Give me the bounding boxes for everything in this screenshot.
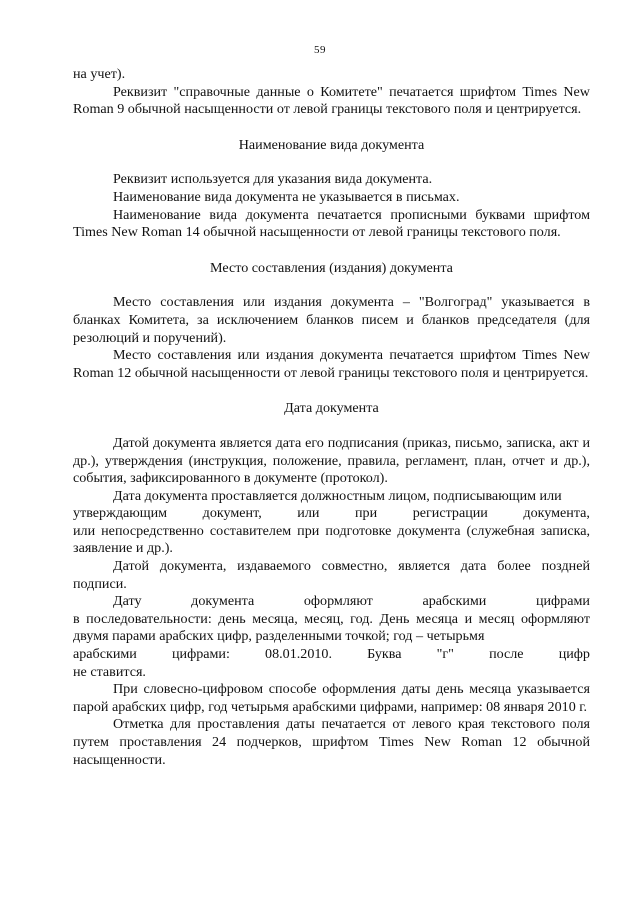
paragraph-date-signer-rest: или непосредственно составителем при подготовке документа (служебная записка, заявление и др.).	[73, 522, 590, 557]
word: документа	[191, 593, 255, 610]
paragraph-date-joint: Датой документа, издаваемого совместно, является дата более поздней подписи.	[73, 558, 590, 592]
paragraph-document-type-usage: Реквизит используется для указания вида документа.	[113, 171, 433, 188]
section-heading-date: Дата документа	[284, 400, 379, 417]
word: или	[297, 505, 320, 522]
word: Буква	[367, 646, 402, 663]
section-heading-place: Место составления (издания) документа	[210, 259, 453, 276]
word: цифрами	[535, 593, 590, 610]
paragraph-date-format-line1	[73, 593, 590, 611]
word: документ,	[202, 505, 262, 522]
paragraph-date-signer-line2	[73, 505, 590, 523]
paragraph-document-type-letters: Наименование вида документа не указывается в письмах.	[113, 188, 460, 205]
paragraph-date-mark: Отметка для проставления даты печатается от левого края текстового поля путем проставления 24 подчерков, шрифтом Times New Roman 12 обычной насыщенности.	[73, 716, 590, 768]
paragraph-date-definition: Датой документа является дата его подписания (приказ, письмо, записка, акт и др.), утверждения (инструкция, положение, правила, регламент, план, отчет и др.), события, зафиксированного в документе (протокол).	[73, 434, 590, 487]
document-body	[73, 66, 590, 769]
word: 08.01.2010.	[265, 646, 332, 663]
paragraph-continuation: на учет).	[73, 66, 126, 82]
paragraph-document-type-font: Наименование вида документа печатается прописными буквами шрифтом Times New Roman 14 обычной насыщенности от левой границы текстового поля.	[73, 206, 590, 241]
word: арабскими	[422, 593, 487, 610]
paragraph-date-signer-line1: Дата документа проставляется должностным лицом, подписывающим или	[113, 487, 562, 504]
word: Дату	[113, 593, 142, 610]
paragraph-date-signer	[73, 488, 590, 558]
page-number: 59	[314, 44, 326, 56]
paragraph-date-verbal: При словесно-цифровом способе оформления даты день месяца указывается парой арабских цифр, год четырьмя арабскими цифрами, например: 08 января 2010 г.	[73, 681, 590, 715]
paragraph-place-usage: Место составления или издания документа – "Волгоград" указывается в бланках Комитета, за исключением бланков писем и бланков председателя (для резолюций и поручений).	[73, 294, 590, 346]
section-heading-document-type: Наименование вида документа	[238, 136, 425, 153]
word: оформляют	[303, 593, 373, 610]
word: регистрации	[412, 505, 488, 522]
word: цифрами:	[171, 646, 230, 663]
paragraph-date-format-mid: в последовательности: день месяца, месяц, год. День месяца и месяц оформляют двумя парами арабских цифр, разделенными точкой; год – четырьмя	[73, 610, 590, 645]
word: арабскими	[73, 646, 137, 663]
word: документа,	[523, 505, 590, 522]
word: при	[354, 505, 378, 522]
paragraph-date-format-line4	[73, 646, 590, 664]
paragraph-date-format-end: не ставится.	[73, 663, 146, 680]
word: цифр	[558, 646, 590, 663]
paragraph-date-format	[73, 593, 590, 681]
word: после	[489, 646, 524, 663]
word: "г"	[436, 646, 454, 663]
word: утверждающим	[73, 505, 168, 522]
paragraph-place-font: Место составления или издания документа печатается шрифтом Times New Roman 12 обычной насыщенности от левой границы текстового поля и центрируется.	[73, 347, 590, 381]
paragraph-reference-data: Реквизит "справочные данные о Комитете" печатается шрифтом Times New Roman 9 обычной насыщенности от левой границы текстового поля и центрируется.	[73, 83, 590, 118]
